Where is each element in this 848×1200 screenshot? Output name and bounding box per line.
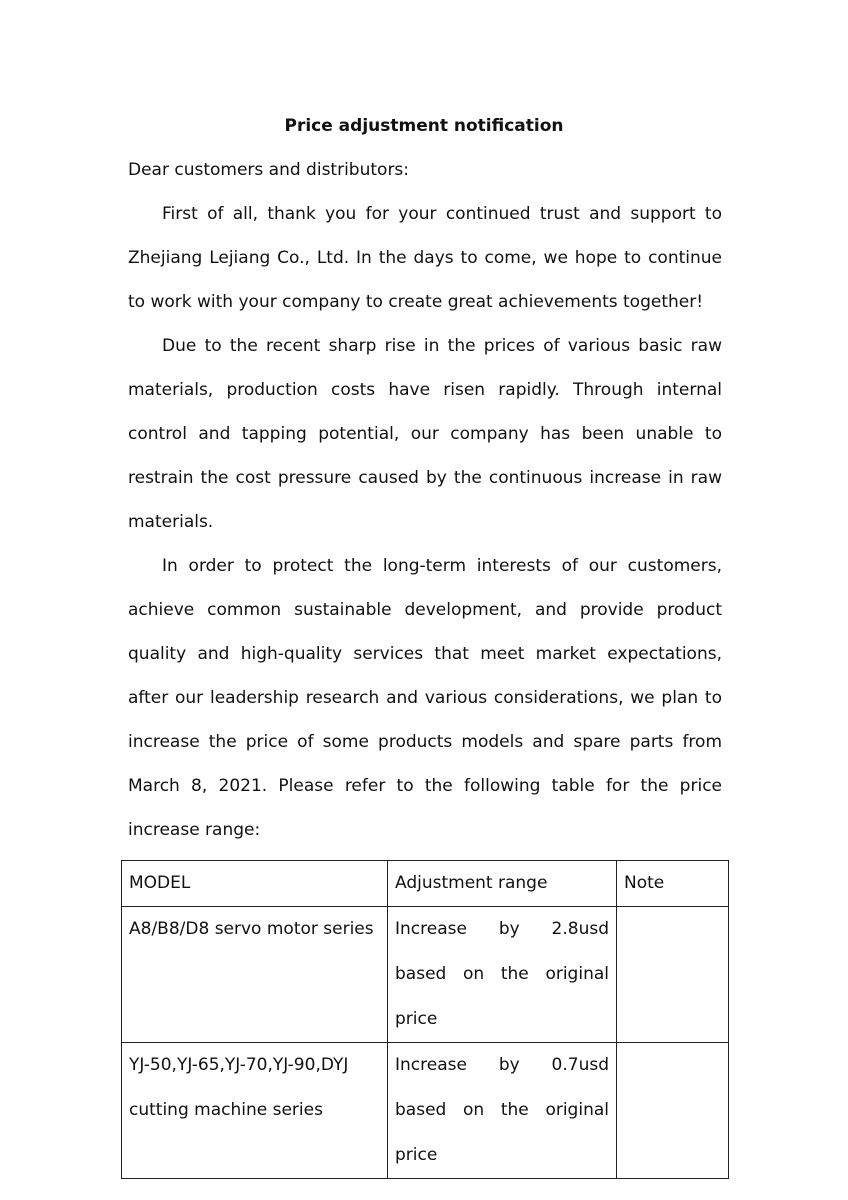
document-title: Price adjustment notification xyxy=(284,116,564,136)
body-text xyxy=(128,192,722,852)
table-row xyxy=(122,1043,729,1179)
paragraph-cost-rise: Due to the recent sharp rise in the prices of various basic raw materials, production costs have risen rapidly. Through internal control and tapping potential, our company has been unable to restrain the cost pressure caused by the continuous increase in raw materials. xyxy=(128,336,722,532)
cell-model: A8/B8/D8 servo motor series xyxy=(122,907,388,1043)
table-header-row xyxy=(122,861,729,907)
cell-note xyxy=(617,907,729,1043)
cell-adjustment: Increase by 0.7usd based on the original price xyxy=(388,1043,617,1179)
header-note: Note xyxy=(617,861,729,907)
cell-note xyxy=(617,1043,729,1179)
header-adjustment-range: Adjustment range xyxy=(388,861,617,907)
cell-adjustment: Increase by 2.8usd based on the original price xyxy=(388,907,617,1043)
price-adjustment-table xyxy=(121,860,729,1179)
table-row xyxy=(122,907,729,1043)
paragraph-thanks: First of all, thank you for your continued trust and support to Zhejiang Lejiang Co., Ltd. In the days to come, we hope to continue to work with your company to create great achievements together! xyxy=(128,204,722,312)
salutation: Dear customers and distributors: xyxy=(128,160,410,180)
cell-model: YJ-50,YJ-65,YJ-70,YJ-90,DYJ cutting machine series xyxy=(122,1043,388,1179)
paragraph-price-increase: In order to protect the long-term interests of our customers, achieve common sustainable development, and provide product quality and high-quality services that meet market expectations, after our leadership research and various considerations, we plan to increase the price of some products models and spare parts from March 8, 2021. Please refer to the following table for the price increase range: xyxy=(128,556,722,840)
header-model: MODEL xyxy=(122,861,388,907)
